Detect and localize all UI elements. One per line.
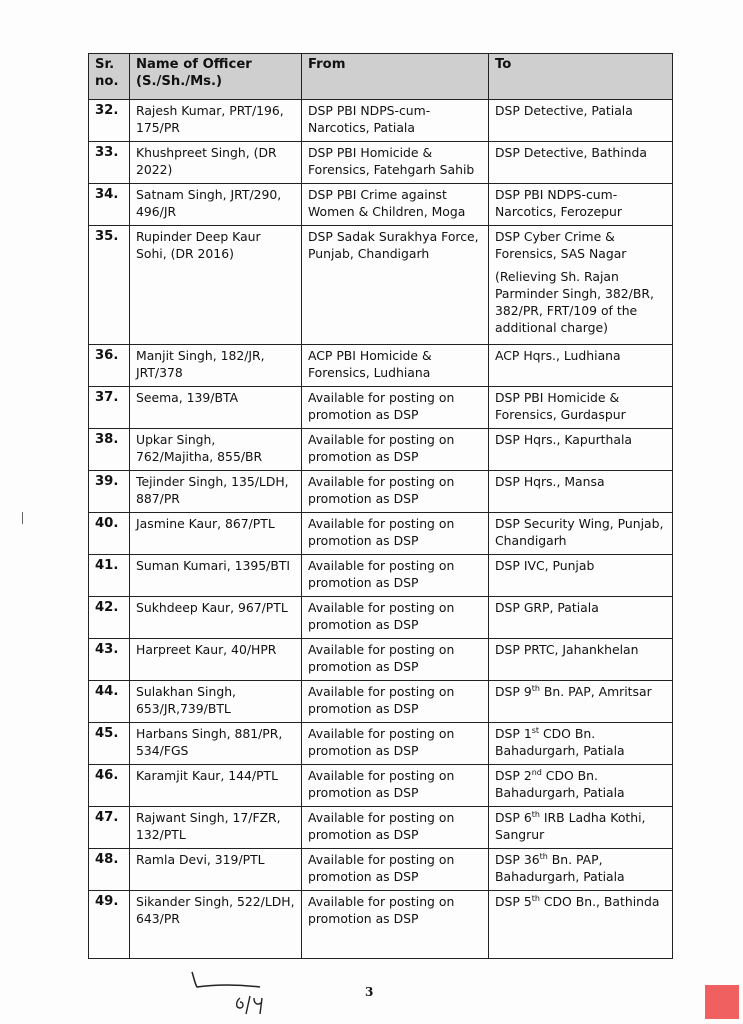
- cell-name: Karamjit Kaur, 144/PTL: [130, 765, 302, 807]
- cell-to: [489, 765, 673, 807]
- to-text-rest: CDO Bn., Bathinda: [539, 894, 660, 909]
- to-text-rest: IRB Ladha Kothi, Sangrur: [495, 810, 646, 842]
- to-text-rest: Bn. PAP, Bahadurgarh, Patiala: [495, 852, 625, 884]
- cell-sr: 36.: [89, 345, 130, 387]
- corner-color-mark: [705, 985, 739, 1019]
- cell-from: Available for posting on promotion as DSP: [302, 429, 489, 471]
- table-row: [89, 226, 673, 345]
- cell-from: Available for posting on promotion as DSP: [302, 597, 489, 639]
- ordinal-suffix: th: [539, 851, 548, 861]
- cell-from: Available for posting on promotion as DSP: [302, 723, 489, 765]
- cell-from: Available for posting on promotion as DSP: [302, 849, 489, 891]
- cell-to: DSP Security Wing, Punjab, Chandigarh: [489, 513, 673, 555]
- to-text-rest: Bn. PAP, Amritsar: [539, 684, 652, 699]
- header-from: From: [302, 54, 489, 100]
- to-text-rest: CDO Bn. Bahadurgarh, Patiala: [495, 768, 625, 800]
- cell-name: Seema, 139/BTA: [130, 387, 302, 429]
- cell-from: Available for posting on promotion as DSP: [302, 639, 489, 681]
- cell-to: DSP Detective, Bathinda: [489, 142, 673, 184]
- cell-name: Harbans Singh, 881/PR, 534/FGS: [130, 723, 302, 765]
- relieving-note: (Relieving Sh. Rajan Parminder Singh, 382/BR, 382/PR, FRT/109 of the additional charge): [495, 269, 654, 335]
- header-name-of-officer: Name of Officer (S./Sh./Ms.): [130, 54, 302, 100]
- cell-to: [489, 723, 673, 765]
- ordinal-suffix: nd: [531, 767, 542, 777]
- cell-to: DSP GRP, Patiala: [489, 597, 673, 639]
- cell-sr: 47.: [89, 807, 130, 849]
- cell-from: Available for posting on promotion as DSP: [302, 555, 489, 597]
- cell-sr: 46.: [89, 765, 130, 807]
- cell-to: DSP Hqrs., Kapurthala: [489, 429, 673, 471]
- to-text-rest: CDO Bn. Bahadurgarh, Patiala: [495, 726, 625, 758]
- cell-from: Available for posting on promotion as DSP: [302, 807, 489, 849]
- cell-sr: 49.: [89, 891, 130, 959]
- cell-name: Suman Kumari, 1395/BTI: [130, 555, 302, 597]
- cell-name: Rajwant Singh, 17/FZR, 132/PTL: [130, 807, 302, 849]
- cell-sr: 41.: [89, 555, 130, 597]
- cell-sr: 37.: [89, 387, 130, 429]
- cell-sr: 32.: [89, 100, 130, 142]
- table-row: [89, 555, 673, 597]
- cell-name: Harpreet Kaur, 40/HPR: [130, 639, 302, 681]
- cell-name: Sukhdeep Kaur, 967/PTL: [130, 597, 302, 639]
- table-row: [89, 345, 673, 387]
- cell-to: DSP PRTC, Jahankhelan: [489, 639, 673, 681]
- ordinal-suffix: th: [531, 683, 540, 693]
- cell-sr: 38.: [89, 429, 130, 471]
- cell-name: Jasmine Kaur, 867/PTL: [130, 513, 302, 555]
- to-text: DSP 36: [495, 852, 540, 867]
- to-text: DSP 6: [495, 810, 532, 825]
- cell-from: Available for posting on promotion as DSP: [302, 513, 489, 555]
- table-row: [89, 429, 673, 471]
- table-row: [89, 387, 673, 429]
- cell-to: DSP Hqrs., Mansa: [489, 471, 673, 513]
- cell-name: Rupinder Deep Kaur Sohi, (DR 2016): [130, 226, 302, 345]
- cell-to: ACP Hqrs., Ludhiana: [489, 345, 673, 387]
- table-row: [89, 765, 673, 807]
- cell-to: DSP IVC, Punjab: [489, 555, 673, 597]
- cell-to: DSP PBI Homicide & Forensics, Gurdaspur: [489, 387, 673, 429]
- table-row: [89, 513, 673, 555]
- cell-to: [489, 891, 673, 959]
- cell-from: DSP Sadak Surakhya Force, Punjab, Chandigarh: [302, 226, 489, 345]
- ordinal-suffix: th: [531, 809, 540, 819]
- cell-name: Rajesh Kumar, PRT/196, 175/PR: [130, 100, 302, 142]
- cell-name: Ramla Devi, 319/PTL: [130, 849, 302, 891]
- margin-mark: [22, 512, 23, 524]
- cell-name: Upkar Singh, 762/Majitha, 855/BR: [130, 429, 302, 471]
- table-row: [89, 849, 673, 891]
- ordinal-suffix: st: [531, 725, 540, 735]
- cell-sr: 45.: [89, 723, 130, 765]
- to-text: DSP 9: [495, 684, 532, 699]
- cell-from: Available for posting on promotion as DSP: [302, 681, 489, 723]
- table-row: [89, 681, 673, 723]
- cell-name: Khushpreet Singh, (DR 2022): [130, 142, 302, 184]
- cell-name: Tejinder Singh, 135/LDH, 887/PR: [130, 471, 302, 513]
- to-text: DSP 2: [495, 768, 532, 783]
- cell-sr: 34.: [89, 184, 130, 226]
- cell-to: DSP PBI NDPS-cum-Narcotics, Ferozepur: [489, 184, 673, 226]
- cell-from: Available for posting on promotion as DSP: [302, 765, 489, 807]
- cell-from: Available for posting on promotion as DSP: [302, 387, 489, 429]
- table-header-row: [89, 54, 673, 100]
- cell-name: Sulakhan Singh, 653/JR,739/BTL: [130, 681, 302, 723]
- to-text: DSP 5: [495, 894, 532, 909]
- cell-name: Satnam Singh, JRT/290, 496/JR: [130, 184, 302, 226]
- cell-to: [489, 807, 673, 849]
- cell-from: Available for posting on promotion as DSP: [302, 471, 489, 513]
- page-number: 3: [365, 985, 374, 999]
- cell-to: [489, 681, 673, 723]
- cell-to: DSP Detective, Patiala: [489, 100, 673, 142]
- table-row: [89, 597, 673, 639]
- header-to: To: [489, 54, 673, 100]
- cell-sr: 33.: [89, 142, 130, 184]
- table-row: [89, 723, 673, 765]
- cell-from: ACP PBI Homicide & Forensics, Ludhiana: [302, 345, 489, 387]
- cell-sr: 48.: [89, 849, 130, 891]
- cell-sr: 40.: [89, 513, 130, 555]
- table-row: [89, 639, 673, 681]
- table-row: [89, 142, 673, 184]
- table-row: [89, 100, 673, 142]
- cell-sr: 44.: [89, 681, 130, 723]
- table-row: [89, 471, 673, 513]
- cell-from: DSP PBI Homicide & Forensics, Fatehgarh Sahib: [302, 142, 489, 184]
- cell-to: [489, 849, 673, 891]
- cell-to-text: DSP Cyber Crime & Forensics, SAS Nagar: [495, 229, 627, 261]
- cell-sr: 42.: [89, 597, 130, 639]
- cell-name: Manjit Singh, 182/JR, JRT/378: [130, 345, 302, 387]
- cell-sr: 43.: [89, 639, 130, 681]
- header-sr-no: Sr. no.: [89, 54, 130, 100]
- cell-name: Sikander Singh, 522/LDH, 643/PR: [130, 891, 302, 959]
- cell-sr: 35.: [89, 226, 130, 345]
- transfer-table: [88, 53, 673, 959]
- to-text: DSP 1: [495, 726, 532, 741]
- cell-from: DSP PBI Crime against Women & Children, Moga: [302, 184, 489, 226]
- ordinal-suffix: th: [531, 893, 540, 903]
- cell-to: [489, 226, 673, 345]
- cell-from: Available for posting on promotion as DSP: [302, 891, 489, 959]
- handwritten-signature: [188, 968, 278, 1018]
- table-row: [89, 184, 673, 226]
- table-row: [89, 891, 673, 959]
- cell-from: DSP PBI NDPS-cum-Narcotics, Patiala: [302, 100, 489, 142]
- cell-sr: 39.: [89, 471, 130, 513]
- table-row: [89, 807, 673, 849]
